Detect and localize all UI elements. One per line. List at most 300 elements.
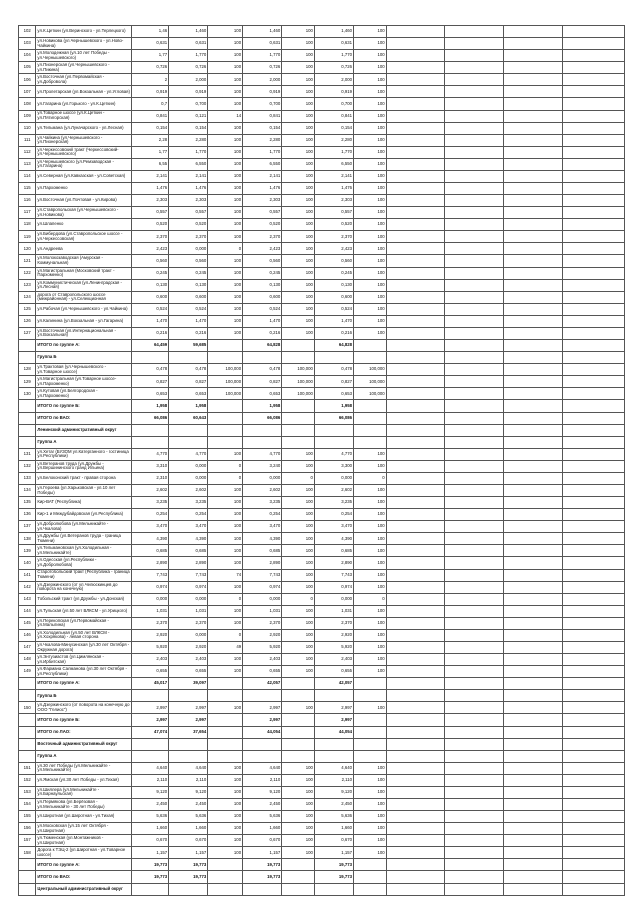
row-value: 100 xyxy=(354,243,387,255)
row-value: 100 xyxy=(354,629,387,641)
row-value: 100 xyxy=(282,799,315,811)
row-number: 107 xyxy=(19,86,36,98)
row-value xyxy=(314,738,353,750)
table-row xyxy=(19,799,625,811)
empty-cell xyxy=(504,762,563,774)
table-row xyxy=(19,472,625,484)
row-value: 100 xyxy=(354,110,387,122)
row-value: 0,631 xyxy=(243,38,282,50)
table-row xyxy=(19,847,625,859)
empty-cell xyxy=(504,364,563,376)
row-value: 2,890 xyxy=(132,557,169,569)
row-number: 116 xyxy=(19,195,36,207)
table-row xyxy=(19,98,625,110)
empty-cell xyxy=(445,279,504,291)
row-value: 3,310 xyxy=(132,460,169,472)
row-name: ул.Молодежная (ул.10 лет Победы - ул.Чернышевского) xyxy=(36,50,132,62)
empty-cell xyxy=(445,38,504,50)
row-name: ул.Восточная (ул.Интернациональная - ул.Вокзальная) xyxy=(36,327,132,339)
empty-cell xyxy=(562,472,624,484)
row-value: 2,141 xyxy=(243,170,282,182)
row-name: ул.Восточная (ул.Почтовая - ул.Кирова) xyxy=(36,195,132,207)
row-number: 157 xyxy=(19,835,36,847)
empty-cell xyxy=(386,303,445,315)
row-value: 0,154 xyxy=(169,122,208,134)
empty-cell xyxy=(445,50,504,62)
row-value: 2,000 xyxy=(314,74,353,86)
row-value xyxy=(282,859,315,871)
row-value: 100 xyxy=(282,847,315,859)
empty-cell xyxy=(562,352,624,364)
row-number: 142 xyxy=(19,581,36,593)
row-value: 3,470 xyxy=(169,521,208,533)
empty-cell xyxy=(386,605,445,617)
row-value: 4,770 xyxy=(169,448,208,460)
row-value: 100 xyxy=(282,74,315,86)
row-value: 2,303 xyxy=(243,195,282,207)
row-value: 100 xyxy=(282,666,315,678)
table-row xyxy=(19,641,625,653)
row-value: 100 xyxy=(282,170,315,182)
empty-cell xyxy=(445,158,504,170)
row-value: 2,403 xyxy=(132,654,169,666)
row-value: 19,773 xyxy=(169,859,208,871)
row-value: 100 xyxy=(282,497,315,509)
row-number: 153 xyxy=(19,786,36,798)
row-number: 109 xyxy=(19,110,36,122)
row-value: 100 xyxy=(282,134,315,146)
row-value: 7,743 xyxy=(169,569,208,581)
row-value xyxy=(282,871,315,883)
empty-cell xyxy=(386,509,445,521)
empty-cell xyxy=(562,786,624,798)
row-name: ул.Пионерская (ул.Чернышевского - ул.Пикина) xyxy=(36,62,132,74)
row-value: 2,997 xyxy=(132,714,169,726)
table-row xyxy=(19,195,625,207)
empty-cell xyxy=(562,883,624,895)
row-value: 0,154 xyxy=(314,122,353,134)
row-value: 66,086 xyxy=(243,412,282,424)
row-value: 1,958 xyxy=(169,400,208,412)
empty-cell xyxy=(386,207,445,219)
empty-cell xyxy=(562,823,624,835)
empty-cell xyxy=(386,315,445,327)
row-value xyxy=(354,859,387,871)
row-value: 0,919 xyxy=(243,86,282,98)
row-value: 4,770 xyxy=(243,448,282,460)
row-value: 2,110 xyxy=(132,774,169,786)
empty-cell xyxy=(445,412,504,424)
table-row xyxy=(19,267,625,279)
row-value: 0,974 xyxy=(243,581,282,593)
row-name: Кир-1 и Междубайдовская (ул.Республика) xyxy=(36,509,132,521)
table-row xyxy=(19,400,625,412)
row-value: 0,655 xyxy=(132,666,169,678)
empty-cell xyxy=(504,823,563,835)
row-value: 100 xyxy=(208,158,243,170)
row-value xyxy=(169,750,208,762)
row-value: 2,997 xyxy=(314,714,353,726)
empty-cell xyxy=(504,376,563,388)
empty-cell xyxy=(562,26,624,38)
empty-cell xyxy=(386,557,445,569)
row-value: 2,310 xyxy=(132,472,169,484)
empty-cell xyxy=(504,557,563,569)
row-value: 2,28 xyxy=(132,134,169,146)
row-number: 134 xyxy=(19,484,36,496)
empty-cell xyxy=(562,243,624,255)
row-value xyxy=(354,726,387,738)
row-value: 0,600 xyxy=(169,291,208,303)
row-value: 100 xyxy=(208,484,243,496)
empty-cell xyxy=(445,26,504,38)
row-value: 100 xyxy=(208,170,243,182)
row-value: 1,77 xyxy=(132,50,169,62)
row-value xyxy=(354,340,387,352)
empty-cell xyxy=(504,436,563,448)
row-number xyxy=(19,859,36,871)
table-row xyxy=(19,424,625,436)
empty-cell xyxy=(504,110,563,122)
row-value xyxy=(354,436,387,448)
row-value: 42,057 xyxy=(243,678,282,690)
row-value: 44,054 xyxy=(314,726,353,738)
empty-cell xyxy=(562,448,624,460)
row-value: 100 xyxy=(354,823,387,835)
table-row xyxy=(19,629,625,641)
row-value xyxy=(208,750,243,762)
empty-cell xyxy=(504,738,563,750)
row-value xyxy=(208,340,243,352)
row-name: ул.Дружбы (ул.Ветеранов труда - граница Тюмени) xyxy=(36,533,132,545)
row-value: 2,303 xyxy=(132,195,169,207)
row-value: 100 xyxy=(354,291,387,303)
row-value: 0,919 xyxy=(314,86,353,98)
row-number: 147 xyxy=(19,641,36,653)
empty-cell xyxy=(562,641,624,653)
row-value: 0,726 xyxy=(169,62,208,74)
row-value: 4,390 xyxy=(132,533,169,545)
row-value: 4,640 xyxy=(243,762,282,774)
table-row xyxy=(19,86,625,98)
row-value: 100 xyxy=(354,207,387,219)
row-value: 100 xyxy=(208,497,243,509)
row-value: 100 xyxy=(354,484,387,496)
empty-cell xyxy=(504,871,563,883)
row-value xyxy=(208,690,243,702)
table-row xyxy=(19,484,625,496)
row-value: 100 xyxy=(282,158,315,170)
empty-cell xyxy=(386,762,445,774)
row-value: 0,655 xyxy=(243,666,282,678)
empty-cell xyxy=(504,581,563,593)
empty-cell xyxy=(562,195,624,207)
empty-cell xyxy=(386,255,445,267)
row-value xyxy=(282,883,315,895)
row-value: 0,000 xyxy=(169,460,208,472)
empty-cell xyxy=(386,170,445,182)
row-value: 0,000 xyxy=(132,593,169,605)
empty-cell xyxy=(504,509,563,521)
row-value: 100 xyxy=(208,799,243,811)
row-value: 1,031 xyxy=(243,605,282,617)
row-value: 2,602 xyxy=(132,484,169,496)
row-value: 100 xyxy=(282,98,315,110)
row-number: 111 xyxy=(19,134,36,146)
row-value: 2,280 xyxy=(314,134,353,146)
empty-cell xyxy=(445,400,504,412)
empty-cell xyxy=(504,219,563,231)
row-value: 100 xyxy=(282,581,315,593)
row-value xyxy=(132,690,169,702)
row-name: ул.Рабочая (ул.Чернышевского - ул.Чайкина) xyxy=(36,303,132,315)
empty-cell xyxy=(445,545,504,557)
empty-cell xyxy=(562,412,624,424)
row-value: 100 xyxy=(208,581,243,593)
row-value: 100 xyxy=(354,533,387,545)
row-value xyxy=(243,690,282,702)
table-row xyxy=(19,207,625,219)
row-value: 100 xyxy=(354,158,387,170)
empty-cell xyxy=(504,50,563,62)
empty-cell xyxy=(562,146,624,158)
row-value: 100 xyxy=(208,146,243,158)
row-value: 0,600 xyxy=(314,291,353,303)
row-value: 74 xyxy=(208,569,243,581)
row-value: 100 xyxy=(354,497,387,509)
row-number: 115 xyxy=(19,183,36,195)
row-number: 102 xyxy=(19,26,36,38)
row-number xyxy=(19,412,36,424)
empty-cell xyxy=(504,484,563,496)
empty-cell xyxy=(504,654,563,666)
empty-cell xyxy=(562,400,624,412)
row-name: ИТОГО по группе А: xyxy=(36,340,132,352)
row-value: 2,403 xyxy=(169,654,208,666)
empty-cell xyxy=(445,605,504,617)
empty-cell xyxy=(445,617,504,629)
empty-cell xyxy=(386,376,445,388)
row-value xyxy=(208,726,243,738)
empty-cell xyxy=(562,509,624,521)
row-number: 120 xyxy=(19,243,36,255)
table-row xyxy=(19,762,625,774)
empty-cell xyxy=(562,666,624,678)
row-value: 0,000 xyxy=(243,593,282,605)
empty-cell xyxy=(504,835,563,847)
row-value: 0,670 xyxy=(169,835,208,847)
row-number: 152 xyxy=(19,774,36,786)
row-number: 144 xyxy=(19,605,36,617)
empty-cell xyxy=(445,207,504,219)
row-value: 100 xyxy=(354,509,387,521)
empty-cell xyxy=(562,690,624,702)
row-value: 0,000 xyxy=(314,593,353,605)
row-value: 2,141 xyxy=(314,170,353,182)
row-name: ИТОГО по группе Б: xyxy=(36,400,132,412)
table-row xyxy=(19,460,625,472)
row-value xyxy=(314,436,353,448)
row-name: ул.Трактовая (ул.Чернышевского - ул.Товарное шоссе) xyxy=(36,364,132,376)
row-value: 100 xyxy=(208,315,243,327)
row-value: 0,216 xyxy=(314,327,353,339)
empty-cell xyxy=(445,195,504,207)
row-number: 135 xyxy=(19,497,36,509)
row-value: 0,520 xyxy=(243,219,282,231)
row-value: 100 xyxy=(354,62,387,74)
empty-cell xyxy=(562,219,624,231)
row-value: 100 xyxy=(354,122,387,134)
row-number: 139 xyxy=(19,545,36,557)
row-value: 100 xyxy=(282,327,315,339)
row-value: 0,655 xyxy=(169,666,208,678)
row-value xyxy=(208,424,243,436)
row-value: 100 xyxy=(282,605,315,617)
row-value: 100,000 xyxy=(282,388,315,400)
row-value: 100 xyxy=(282,315,315,327)
table-row xyxy=(19,74,625,86)
row-value: 100 xyxy=(208,327,243,339)
row-value: 2,370 xyxy=(169,231,208,243)
empty-cell xyxy=(386,400,445,412)
table-row xyxy=(19,883,625,895)
empty-cell xyxy=(445,786,504,798)
row-value: 100 xyxy=(282,279,315,291)
row-number: 129 xyxy=(19,376,36,388)
row-value: 19,773 xyxy=(314,859,353,871)
table-row xyxy=(19,110,625,122)
row-value xyxy=(314,424,353,436)
row-number: 156 xyxy=(19,823,36,835)
row-value xyxy=(208,883,243,895)
table-row xyxy=(19,545,625,557)
row-name: Ленинский административный округ xyxy=(36,424,132,436)
row-value: 0 xyxy=(208,593,243,605)
row-value: 1,470 xyxy=(243,315,282,327)
row-value: 2,370 xyxy=(243,617,282,629)
row-value: 100 xyxy=(282,509,315,521)
empty-cell xyxy=(504,267,563,279)
table-row xyxy=(19,436,625,448)
table-row xyxy=(19,38,625,50)
row-value: 0,631 xyxy=(169,38,208,50)
table-row xyxy=(19,654,625,666)
row-value: 100 xyxy=(354,86,387,98)
empty-cell xyxy=(445,74,504,86)
row-value: 100 xyxy=(354,521,387,533)
table-row xyxy=(19,303,625,315)
row-value: 7,743 xyxy=(314,569,353,581)
row-value: 1,157 xyxy=(132,847,169,859)
table-row xyxy=(19,279,625,291)
row-value: 100 xyxy=(282,762,315,774)
empty-cell xyxy=(445,714,504,726)
row-value: 100 xyxy=(208,38,243,50)
empty-cell xyxy=(504,533,563,545)
row-value: 100,000 xyxy=(354,376,387,388)
table-row xyxy=(19,170,625,182)
row-value: 0,700 xyxy=(169,98,208,110)
row-value: 0,827 xyxy=(243,376,282,388)
row-value: 100 xyxy=(354,617,387,629)
row-name: ИТОГО по группе А: xyxy=(36,859,132,871)
empty-cell xyxy=(386,617,445,629)
row-value: 100 xyxy=(282,448,315,460)
row-value: 100,000 xyxy=(208,388,243,400)
row-value: 47,074 xyxy=(132,726,169,738)
row-value xyxy=(243,750,282,762)
empty-cell xyxy=(386,678,445,690)
row-value xyxy=(314,883,353,895)
row-value: 100 xyxy=(208,605,243,617)
empty-cell xyxy=(386,533,445,545)
row-value: 100 xyxy=(354,835,387,847)
row-value xyxy=(282,678,315,690)
empty-cell xyxy=(504,847,563,859)
row-value: 4,770 xyxy=(314,448,353,460)
empty-cell xyxy=(386,497,445,509)
empty-cell xyxy=(504,605,563,617)
empty-cell xyxy=(504,448,563,460)
row-value: 100 xyxy=(208,557,243,569)
row-value: 100 xyxy=(354,134,387,146)
row-value: 100 xyxy=(354,702,387,714)
row-value: 100 xyxy=(282,26,315,38)
row-value: 2,370 xyxy=(132,231,169,243)
row-name: ул.Дзержинского (от поворота на конечную до ООО "Гелиос") xyxy=(36,702,132,714)
empty-cell xyxy=(504,146,563,158)
table-row xyxy=(19,835,625,847)
row-value: 100 xyxy=(208,279,243,291)
row-value: 2,000 xyxy=(243,74,282,86)
empty-cell xyxy=(445,557,504,569)
row-value: 6,550 xyxy=(169,158,208,170)
empty-cell xyxy=(445,521,504,533)
row-value: 100 xyxy=(208,666,243,678)
row-value: 3,240 xyxy=(243,460,282,472)
table-row xyxy=(19,497,625,509)
row-value: 100 xyxy=(208,654,243,666)
row-value: 0,841 xyxy=(132,110,169,122)
empty-cell xyxy=(562,859,624,871)
row-value: 1,476 xyxy=(314,183,353,195)
row-value: 2,890 xyxy=(169,557,208,569)
row-value: 100 xyxy=(282,460,315,472)
empty-cell xyxy=(445,750,504,762)
empty-cell xyxy=(504,593,563,605)
row-value: 2,000 xyxy=(169,74,208,86)
row-value: 0,478 xyxy=(314,364,353,376)
row-name: ул.Магистральная (Московский тракт - Пархоменко) xyxy=(36,267,132,279)
empty-cell xyxy=(445,98,504,110)
row-number: 108 xyxy=(19,98,36,110)
row-value: 0,700 xyxy=(314,98,353,110)
row-value: 1,460 xyxy=(169,26,208,38)
row-value: 3,235 xyxy=(314,497,353,509)
row-name: ул.Новикова (ул.Чернышевского - ул.Ново-Чайкина) xyxy=(36,38,132,50)
row-value: 0 xyxy=(354,472,387,484)
empty-cell xyxy=(504,726,563,738)
empty-cell xyxy=(386,835,445,847)
empty-cell xyxy=(386,183,445,195)
row-value: 100 xyxy=(208,774,243,786)
empty-cell xyxy=(386,364,445,376)
row-value: 0,685 xyxy=(243,545,282,557)
row-number: 149 xyxy=(19,666,36,678)
row-name: Группа Б xyxy=(36,690,132,702)
row-value xyxy=(243,436,282,448)
row-number xyxy=(19,871,36,883)
